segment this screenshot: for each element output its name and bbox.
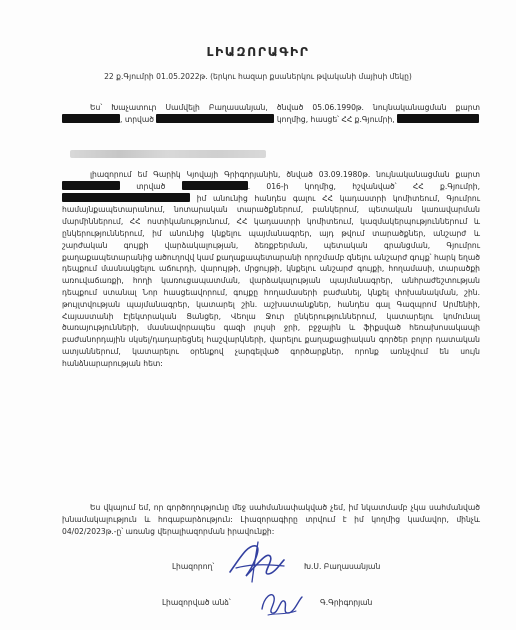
paragraph-declaration: Ես վկայում եմ, որ գործողությունը մեջ սահմանափակված չեմ, իմ նկատմամբ չկա սահմանված խնամակալություն և հոգաբարձություն: Լիազորագիրը տրվում է իմ կողմից կամավոր, մինչև 04/02/2023թ.-ը՝ առանց վերալիազորման իրավունքի:	[62, 503, 480, 536]
redaction-box	[397, 114, 479, 123]
grantor-text-1: Ես՝ Խաչատուր Սամվելի Բաղասանյան, ծնված 05.06.1990թ. նույնականացման քարտ	[90, 103, 480, 112]
grantee-text-3: . 016-ի կողմից, հշվանված՝ ՀՀ ք.Գյումրի,	[247, 181, 480, 191]
date-line: 22 ք.Գյումրի 01.05.2022թ. (երկու հազար քսաներկու թվականի մայիսի մեկը)	[104, 72, 412, 81]
document-title: ԼԻԱԶՈՐԱԳԻՐ	[206, 44, 310, 59]
grantee-text-4: իմ անունից հանդես գալու ՀՀ կադաստրի կոմիտեում, Գյումրու համայնքապետարանում, նոտարական տարածքներում, բանկերում, պետական կառավարման մարմիններում, ՀՀ ոստիկանությունում, ՀՀ կադաստրի կոմիտեում, կազմակերպություններում և ընկերություններում, իմ անունից կնքելու պայմանագրեր, այդ թվում տարածքներ, անշարժ և շարժական գույքի վարձակալության, ձեռքբերման, պետական գրանցման, Գյումրու քաղաքապետարանից ածուղովվ կամ քաղաքապետարանի որոշմամբ գնելու անշարժ գույք՝ հարկ եղած դեպքում մասնակցելու աճուրդի, վարույթի, մրցույթի, կնքելու անշարժ գույքի, հողամասի, տարածքի առուվաճառքի, հողի կառուցապատման, վարձակալության պայմանագրեր, անհրաժեշտության դեպքում ստանալ Նոր հասցեավորում, գույքը հողամասերի բաժանել, կնքել փոխանակման, շին. թույլտվության պայմանագրեր, կատարել շին. աշխատանքներ, հանդես գալ Գազպրոմ Արմենիի, Հայաստանի Էլեկտրական Ցանցեր, Վեոլա Ջուր ընկերություններում, կատարելու կոմունալ ծառայությունների, մասնավորապես գազի լույսի ջրի, բջջային և ֆիքսված հեռախոսակապի բաժանորդային սկսել/դադարեցնել հաշվարկների, վարելու քաղաքացիական գործեր բոլոր դատական ատյաններում, կատարելու օրենքով չարգելված գործարքներ, որոնք առնչվում են սույն հանձնարարության հետ:	[62, 193, 480, 368]
redaction-box	[182, 181, 248, 190]
blurred-address-line	[70, 150, 266, 158]
grantor-name: Խ.Ս. Բաղասանյան	[304, 562, 381, 571]
grantee-text-2: տրված	[136, 181, 166, 191]
signature-2-icon	[256, 585, 306, 621]
redaction-box	[62, 181, 120, 190]
grantor-text-3: կողմից, հասցե՝ ՀՀ ք.Գյումրի,	[276, 114, 395, 124]
signature-1-icon	[226, 538, 288, 584]
grantor-text-2: , տրված	[120, 114, 154, 124]
paragraph-grantor	[62, 102, 480, 126]
redaction-box	[156, 114, 274, 123]
grantee-name: Գ.Գրիգորյան	[320, 598, 373, 607]
grantee-text-1: լիազորում եմ Գարիկ Կյովայի Գրիգորյանին, ծնված 03.09.1980թ. նույնականացման քարտ	[90, 170, 480, 179]
redaction-box	[62, 193, 190, 202]
redaction-box	[62, 114, 120, 123]
paragraph-grantee	[62, 169, 480, 370]
grantor-label: Լիազորող՝	[172, 562, 215, 571]
grantee-label: Լիազորված անձ՝	[162, 598, 231, 607]
